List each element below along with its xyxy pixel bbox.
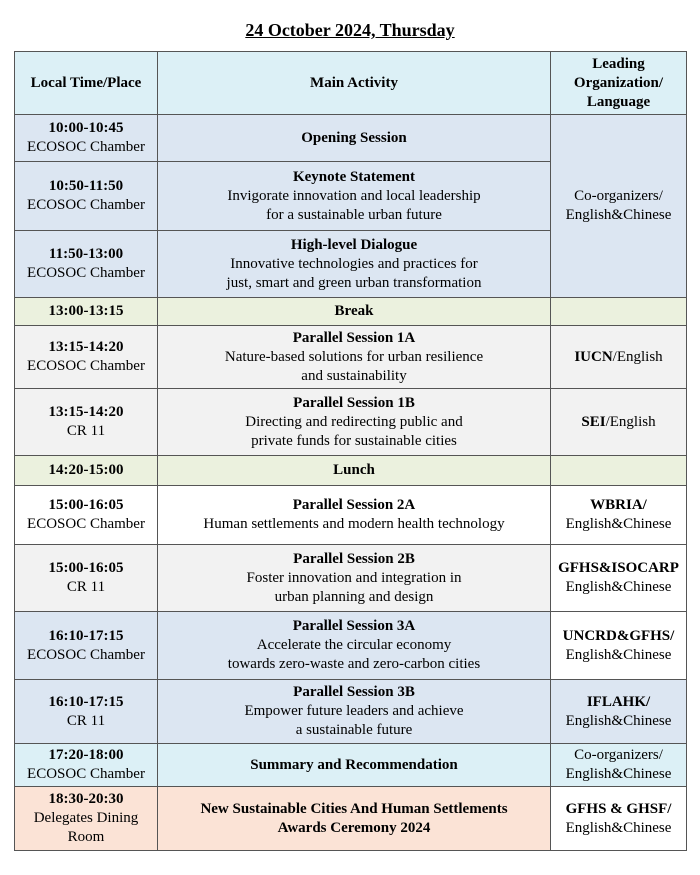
org-cell [551,787,687,851]
time-place-cell [15,545,158,612]
org-cell [551,744,687,787]
time-text: 15:00-16:05 [48,497,124,513]
org-language: English&Chinese [565,712,672,729]
time-place-cell [15,298,158,326]
table-row [15,326,687,389]
header-org-line3: Language [586,93,651,110]
activity-cell [158,326,551,389]
org-line1: Co-organizers/ [574,188,663,204]
activity-desc: private funds for sustainable cities [251,432,457,449]
org-name: IFLAHK/ [586,693,651,710]
org-cell [551,326,687,389]
org-line2: English&Chinese [565,207,672,223]
activity-title: Break [334,303,374,319]
place-text: Room [67,829,105,845]
activity-desc: and sustainability [301,367,407,384]
place-text: Delegates Dining [33,810,139,826]
org-language: /English [605,413,656,430]
time-text: 16:10-17:15 [48,693,124,710]
header-organization [551,52,687,115]
time-text: 13:15-14:20 [48,339,124,355]
org-name: GFHS&ISOCARP [558,560,679,576]
place-text: ECOSOC Chamber [27,265,145,281]
time-place-cell [15,326,158,389]
time-text: 13:00-13:15 [48,303,124,319]
activity-title: Lunch [333,462,375,478]
activity-cell [158,389,551,456]
org-cell [551,486,687,545]
activity-desc: for a sustainable urban future [266,206,442,223]
activity-desc: Foster innovation and integration in [246,569,462,586]
place-text: ECOSOC Chamber [27,766,145,782]
header-org-line1: Leading [592,55,645,72]
activity-title: Parallel Session 3A [292,618,416,634]
time-place-cell [15,456,158,486]
schedule-table [14,51,687,851]
table-row [15,744,687,787]
org-cell [551,298,687,326]
place-text: ECOSOC Chamber [27,516,145,532]
activity-title: Parallel Session 1B [293,394,415,411]
activity-cell [158,545,551,612]
activity-desc: Nature-based solutions for urban resilience [224,348,484,365]
activity-desc: Accelerate the circular economy [256,637,452,653]
activity-title: Summary and Recommendation [250,756,458,773]
org-cell [551,456,687,486]
org-language: English&Chinese [565,819,672,836]
activity-title: Parallel Session 3B [293,684,415,700]
org-language: English&Chinese [565,579,672,595]
time-place-cell [15,486,158,545]
activity-cell [158,486,551,545]
activity-title: Opening Session [301,129,407,146]
activity-desc: just, smart and green urban transformation [226,274,482,291]
table-row [15,612,687,680]
time-place-cell [15,744,158,787]
time-text: 10:50-11:50 [48,178,124,194]
place-text: ECOSOC Chamber [27,358,145,374]
table-row [15,787,687,851]
activity-cell [158,162,551,231]
place-text: CR 11 [66,712,106,729]
time-place-cell [15,231,158,298]
org-cell [551,680,687,744]
activity-desc: Invigorate innovation and local leadership [227,187,481,204]
activity-desc: urban planning and design [274,588,434,605]
org-name: UNCRD&GFHS/ [562,627,675,644]
org-line2: English&Chinese [565,766,672,782]
header-row [15,52,687,115]
time-text: 18:30-20:30 [48,791,124,807]
org-name: IUCN [574,348,613,365]
activity-desc: a sustainable future [295,722,413,738]
activity-title: High-level Dialogue [290,236,418,253]
time-place-cell [15,612,158,680]
time-text: 14:20-15:00 [48,462,124,478]
header-time-place: Local Time/Place [15,52,158,115]
header-activity: Main Activity [158,52,551,115]
place-text: ECOSOC Chamber [27,197,145,213]
org-name: GFHS & GHSF/ [565,800,672,817]
activity-cell [158,298,551,326]
table-row [15,680,687,744]
activity-title: Keynote Statement [292,168,416,185]
time-place-cell [15,115,158,162]
activity-title: Parallel Session 1A [292,329,416,346]
header-org-line2: Organization/ [573,74,664,91]
activity-title: Awards Ceremony 2024 [277,819,431,836]
activity-cell [158,744,551,787]
time-place-cell [15,680,158,744]
org-language: English&Chinese [565,516,672,532]
table-row [15,389,687,456]
activity-cell [158,456,551,486]
place-text: ECOSOC Chamber [27,646,145,663]
place-text: CR 11 [66,423,106,439]
table-row [15,486,687,545]
org-name: WBRIA/ [590,497,647,513]
activity-desc: Human settlements and modern health technology [203,516,505,532]
activity-cell [158,115,551,162]
time-text: 17:20-18:00 [48,747,124,763]
org-cell [551,545,687,612]
time-text: 13:15-14:20 [48,404,124,420]
activity-desc: Innovative technologies and practices for [230,255,478,272]
time-text: 11:50-13:00 [48,246,124,262]
table-row [15,298,687,326]
time-text: 16:10-17:15 [48,627,124,644]
activity-cell [158,680,551,744]
org-cell [551,612,687,680]
activity-cell [158,787,551,851]
activity-desc: Directing and redirecting public and [245,413,463,430]
table-row [15,115,687,162]
org-language: /English [612,348,663,365]
place-text: CR 11 [66,579,106,595]
activity-title: Parallel Session 2B [293,550,415,567]
org-language: English&Chinese [565,646,672,663]
activity-desc: towards zero-waste and zero-carbon cities [227,656,481,672]
activity-title: New Sustainable Cities And Human Settlements [200,800,508,817]
time-place-cell [15,389,158,456]
org-cell [551,389,687,456]
org-line1: Co-organizers/ [574,747,663,763]
place-text: ECOSOC Chamber [27,139,145,155]
table-row [15,456,687,486]
time-text: 15:00-16:05 [48,560,124,576]
org-cell-merged [551,115,687,298]
table-row [15,545,687,612]
org-name: SEI [581,413,606,430]
activity-desc: Empower future leaders and achieve [244,703,464,719]
page-title: 24 October 2024, Thursday [245,20,455,40]
activity-title: Parallel Session 2A [292,497,416,513]
time-place-cell [15,162,158,231]
activity-cell [158,231,551,298]
activity-cell [158,612,551,680]
time-place-cell [15,787,158,851]
time-text: 10:00-10:45 [48,120,124,136]
